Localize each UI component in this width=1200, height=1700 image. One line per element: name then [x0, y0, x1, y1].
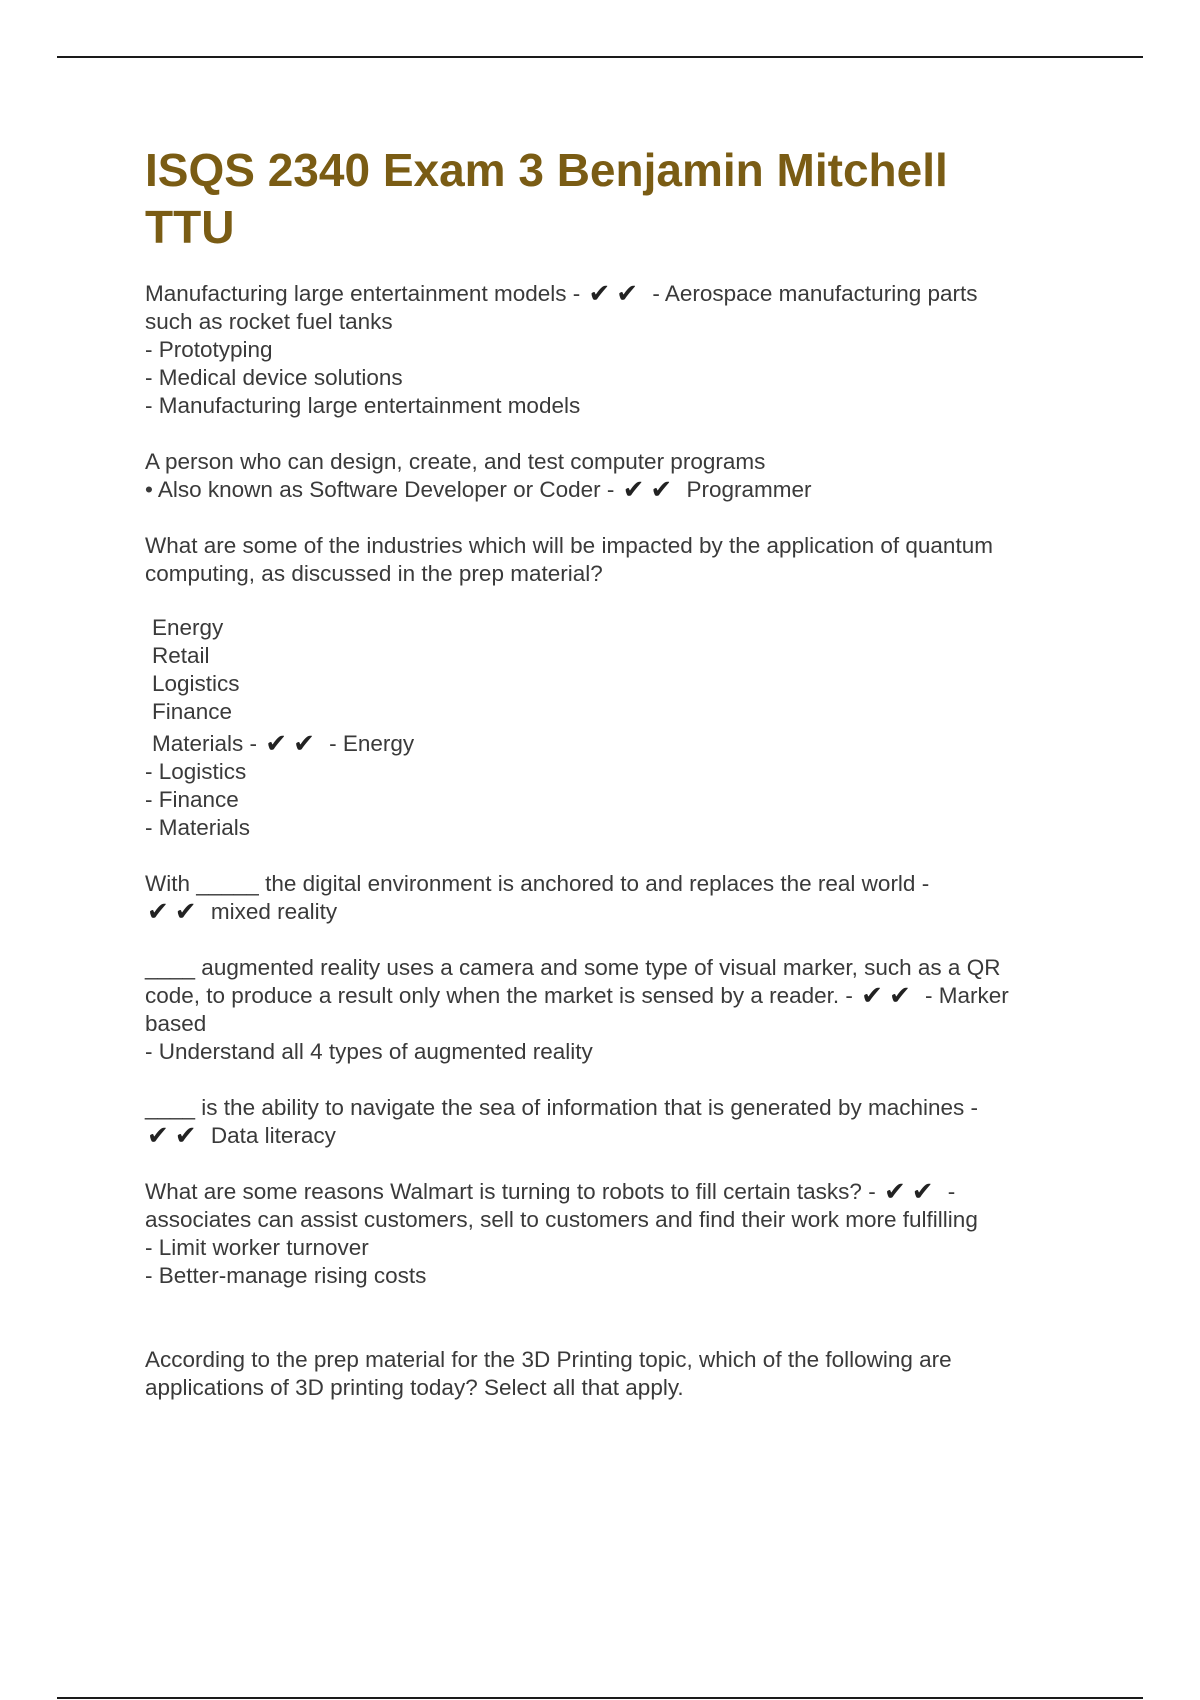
card-text: ____ augmented reality uses a camera and some type of visual marker, such as a QR [145, 955, 1001, 980]
title-line-2: TTU [145, 201, 235, 253]
card-text: code, to produce a result only when the market is sensed by a reader. - ✔✔ - Marker [145, 981, 1009, 1011]
card-text: What are some reasons Walmart is turning to robots to fill certain tasks? - ✔✔ - [145, 1177, 956, 1207]
flashcard-7 [145, 1178, 1085, 1290]
card-text: - Finance [145, 787, 239, 812]
checkmark-icon: ✔✔ [622, 475, 679, 505]
card-text: - Materials [145, 815, 251, 840]
title-line-1: ISQS 2340 Exam 3 Benjamin Mitchell [145, 144, 948, 196]
card-text: - Logistics [145, 759, 247, 784]
checkmark-icon: ✔✔ [883, 1177, 940, 1207]
option-list [145, 614, 1085, 758]
checkmark-icon: ✔✔ [588, 279, 645, 309]
flashcard-3 [145, 532, 1085, 842]
checkmark-icon: ✔✔ [265, 729, 321, 759]
card-text: - Manufacturing large entertainment models [145, 393, 581, 418]
card-text: With _____ the digital environment is anchored to and replaces the real world - [145, 871, 930, 896]
card-text: • Also known as Software Developer or Coder - ✔✔ Programmer [145, 475, 812, 505]
flashcard-2 [145, 448, 1085, 504]
card-text: based [145, 1011, 207, 1036]
option-item: Finance [152, 699, 233, 724]
card-text: According to the prep material for the 3D Printing topic, which of the following are [145, 1347, 952, 1372]
flashcard-8 [145, 1346, 1085, 1402]
footer-rule [57, 1697, 1143, 1699]
option-item: Energy [152, 615, 224, 640]
card-text: ____ is the ability to navigate the sea of information that is generated by machines - [145, 1095, 978, 1120]
option-item: Retail [152, 643, 210, 668]
flashcard-5 [145, 954, 1085, 1066]
card-text: A person who can design, create, and test computer programs [145, 449, 766, 474]
card-text: What are some of the industries which will be impacted by the application of quantum [145, 533, 993, 558]
card-text: - Prototyping [145, 337, 273, 362]
card-text: ✔✔ Data literacy [147, 1121, 336, 1151]
option-item: Logistics [152, 671, 240, 696]
checkmark-icon: ✔✔ [147, 897, 203, 927]
card-text: - Medical device solutions [145, 365, 403, 390]
document-title [145, 142, 1085, 256]
document-body [145, 142, 1085, 1430]
card-text: applications of 3D printing today? Select all that apply. [145, 1375, 684, 1400]
option-item: Materials - ✔✔ - Energy [152, 729, 415, 759]
card-text: associates can assist customers, sell to customers and find their work more fulfilling [145, 1207, 978, 1232]
card-text: computing, as discussed in the prep material? [145, 561, 603, 586]
header-rule [57, 56, 1143, 58]
card-text: such as rocket fuel tanks [145, 309, 393, 334]
flashcard-1 [145, 280, 1085, 420]
card-text: - Better-manage rising costs [145, 1263, 427, 1288]
flashcard-6 [145, 1094, 1085, 1150]
card-text: - Understand all 4 types of augmented reality [145, 1039, 593, 1064]
card-text: - Limit worker turnover [145, 1235, 369, 1260]
checkmark-icon: ✔✔ [147, 1121, 203, 1151]
card-text: Manufacturing large entertainment models - ✔✔ - Aerospace manufacturing parts [145, 279, 978, 309]
card-text: ✔✔ mixed reality [147, 897, 338, 927]
flashcard-4 [145, 870, 1085, 926]
checkmark-icon: ✔✔ [861, 981, 917, 1011]
